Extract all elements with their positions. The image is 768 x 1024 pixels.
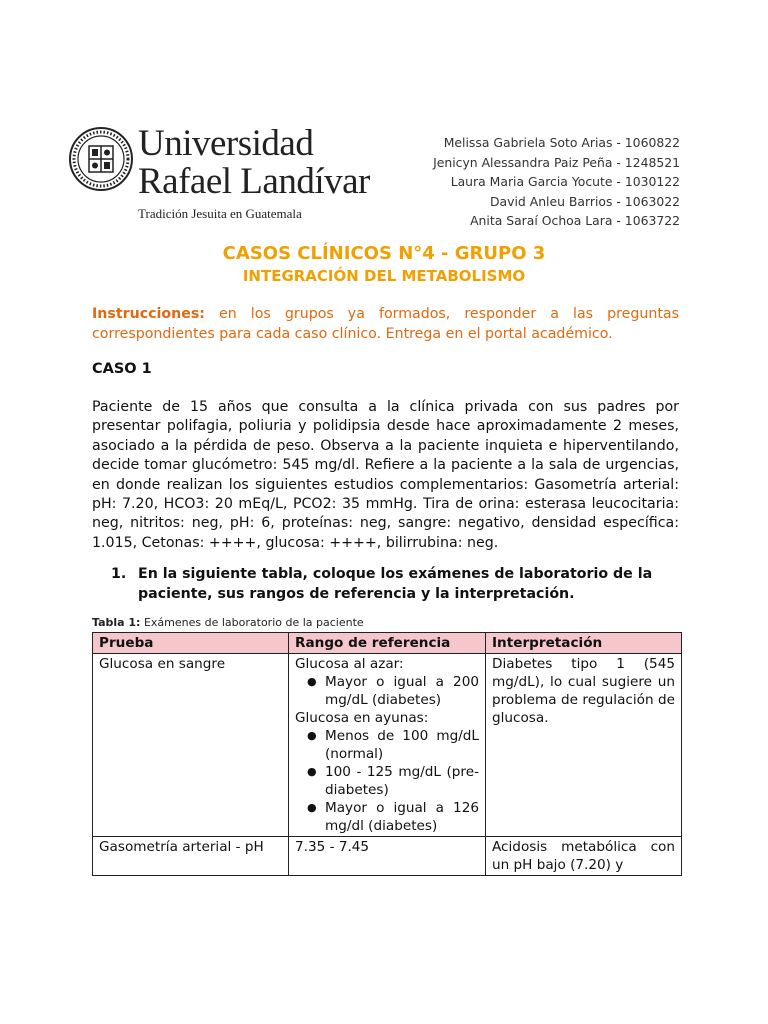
question-1 (111, 565, 684, 604)
range-random-label: Glucosa al azar: (295, 656, 404, 672)
interpretation-text: Acidosis metabólica con un pH bajo (7.20) y (492, 839, 675, 873)
range-item: ● Menos de 100 mg/dL (normal) (295, 727, 479, 763)
cell-interpretation (486, 837, 682, 876)
cell-interpretation: Diabetes tipo 1 (545 mg/dL), lo cual sugiere un problema de regulación de glucosa. (486, 654, 682, 837)
instructions-label: Instrucciones: (92, 306, 205, 322)
cell-range: 7.35 - 7.45 (289, 837, 486, 876)
author-5: Anita Saraí Ochoa Lara - 1063722 (470, 213, 680, 228)
author-2: Jenicyn Alessandra Paiz Peña - 1248521 (433, 154, 680, 170)
range-fasting-label: Glucosa en ayunas: (295, 710, 429, 726)
question-1-text: En la siguiente tabla, coloque los exámenes de laboratorio de la paciente, sus rangos de referencia y la interpretación. (138, 566, 653, 602)
header-interpretacion: Interpretación (486, 633, 682, 654)
author-list (433, 133, 680, 231)
author-3: Laura Maria Garcia Yocute - 1030122 (450, 174, 680, 189)
document-title: CASOS CLÍNICOS N°4 - GRUPO 3 (222, 243, 546, 264)
university-logo (68, 123, 370, 224)
university-seal-icon (68, 126, 134, 192)
table-row (93, 837, 682, 876)
case-heading: CASO 1 (92, 361, 152, 377)
author-4: David Anleu Barrios - 1063022 (490, 193, 680, 209)
university-name-line1: Universidad (138, 123, 314, 164)
case-description: Paciente de 15 años que consulta a la clínica privada con sus padres por presentar polifagia, poliuria y polidipsia desde hace aproximadamente 2 meses, asociado a la pérdida de peso. Observa a la paciente inquieta e hiperventilando, decide tomar glucómetro: 545 mg/dl. Refiere a la paciente a la sala de urgencias, en donde realizan los siguientes estudios complementarios: Gasometría arterial: pH: 7.20, HCO3: 20 mEq/L, PCO2: 35 mmHg. Tira de orina: esterasa leucocitaria: neg, nitritos: neg, pH: 6, proteínas: neg, sangre: negativo, densidad específica: 1.015, Cetonas: ++++, glucosa: ++++, bilirrubina: neg. (92, 399, 679, 551)
university-tagline: Tradición Jesuita en Guatemala (138, 206, 302, 221)
lab-results-table (92, 632, 682, 876)
cell-range (289, 654, 486, 837)
document-subtitle: INTEGRACIÓN DEL METABOLISMO (242, 267, 526, 285)
university-name-line2: Rafael Landívar (138, 161, 370, 202)
header-rango: Rango de referencia (289, 633, 486, 654)
table-caption-label: Tabla 1: (92, 616, 141, 629)
table-header-row (93, 633, 682, 654)
author-1: Melissa Gabriela Soto Arias - 1060822 (443, 135, 680, 150)
cell-test: Glucosa en sangre (93, 654, 289, 837)
range-item: ● Mayor o igual a 200 mg/dL (diabetes) (295, 673, 479, 709)
instructions (92, 304, 679, 344)
table-row (93, 654, 682, 837)
instructions-text: en los grupos ya formados, responder a las preguntas correspondientes para cada caso clínico. Entrega en el portal académico. (92, 306, 679, 342)
table-caption (92, 616, 364, 630)
question-1-number: 1. (111, 566, 127, 582)
cell-test: Gasometría arterial - pH (93, 837, 289, 876)
header-prueba: Prueba (93, 633, 289, 654)
range-item: ● Mayor o igual a 126 mg/dl (diabetes) (295, 799, 479, 835)
table-caption-text: Exámenes de laboratorio de la paciente (140, 616, 364, 629)
range-item: ● 100 - 125 mg/dL (pre-diabetes) (295, 763, 479, 799)
